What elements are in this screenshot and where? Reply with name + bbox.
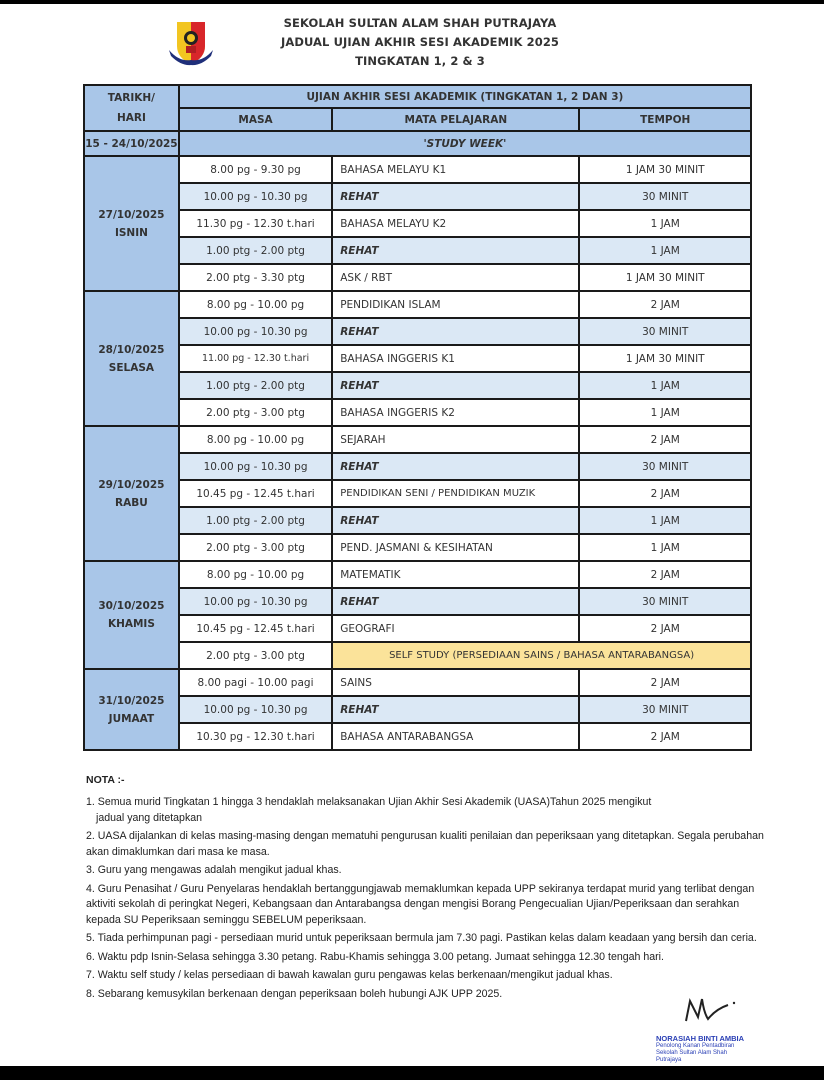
table-row [84, 426, 751, 453]
subject-cell: BAHASA MELAYU K1 [332, 156, 579, 183]
duration-cell: 2 JAM [579, 480, 751, 507]
subject-cell: GEOGRAFI [332, 615, 579, 642]
signatory-role: Putrajaya [656, 1057, 682, 1063]
note-item: 8. Sebarang kemusykilan berkenaan dengan peperiksaan boleh hubungi AJK UPP 2025. [86, 987, 503, 1000]
time-cell: 10.00 pg - 10.30 pg [179, 588, 332, 615]
subject-cell: SEJARAH [332, 426, 579, 453]
duration-cell: 1 JAM [579, 399, 751, 426]
duration-cell: 30 MINIT [579, 588, 751, 615]
subject-cell: PEND. JASMANI & KESIHATAN [332, 534, 579, 561]
note-item: 4. Guru Penasihat / Guru Penyelaras hendaklah bertanggungjawab memaklumkan kepada UPP sekiranya terdapat murid yang terlibat dengan aktiviti sekolah di peringkat Negeri, Kebangsaan dan Antarabangsa dengan mengisi Borang Pengecualian Ujian/Peperiksaan dan serahkan kepada SU Peperiksaan seminggu SEBELUM peperiksaan. [86, 882, 755, 926]
note-item [86, 811, 776, 827]
date-cell [84, 291, 179, 426]
notes-title: NOTA :- [86, 774, 125, 786]
subject-cell: BAHASA MELAYU K2 [332, 210, 579, 237]
duration-cell: 2 JAM [579, 291, 751, 318]
subject-cell: PENDIDIKAN ISLAM [332, 291, 579, 318]
subject-cell: BAHASA ANTARABANGSA [332, 723, 579, 750]
column-header-masa: MASA [179, 108, 332, 131]
document-title: JADUAL UJIAN AKHIR SESI AKADEMIK 2025 [280, 35, 560, 49]
table-row [84, 723, 751, 750]
table-row [84, 264, 751, 291]
duration-cell: 2 JAM [579, 561, 751, 588]
notes-section [86, 774, 776, 1005]
date-text: 27/10/2025 [98, 208, 165, 221]
time-cell: 10.30 pg - 12.30 t.hari [179, 723, 332, 750]
time-cell: 10.45 pg - 12.45 t.hari [179, 615, 332, 642]
duration-cell: 1 JAM 30 MINIT [579, 156, 751, 183]
date-text: 31/10/2025 [98, 694, 165, 707]
subject-cell: REHAT [332, 237, 579, 264]
column-header-tempoh: TEMPOH [579, 108, 751, 131]
time-cell: 10.00 pg - 10.30 pg [179, 696, 332, 723]
group-header: UJIAN AKHIR SESI AKADEMIK (TINGKATAN 1, 2 DAN 3) [179, 85, 751, 108]
table-row [84, 345, 751, 372]
time-cell: 8.00 pg - 10.00 pg [179, 426, 332, 453]
exam-schedule-table [83, 84, 752, 751]
table-row [84, 696, 751, 723]
note-item: 6. Waktu pdp Isnin-Selasa sehingga 3.30 petang. Rabu-Khamis sehingga 3.00 petang. Jumaat sehingga 12.30 tengah hari. [86, 950, 664, 963]
subject-cell: REHAT [332, 372, 579, 399]
bottom-black-bar [0, 1066, 824, 1080]
day-text: SELASA [108, 361, 155, 374]
subject-cell: REHAT [332, 588, 579, 615]
time-cell: 8.00 pg - 10.00 pg [179, 291, 332, 318]
table-row [84, 588, 751, 615]
time-cell: 2.00 ptg - 3.00 ptg [179, 534, 332, 561]
table-row [84, 156, 751, 183]
date-text: 30/10/2025 [98, 600, 165, 612]
time-cell: 2.00 ptg - 3.30 ptg [179, 264, 332, 291]
note-item: 7. Waktu self study / kelas persediaan di bawah kawalan guru pengawas kelas berkenaan/mengikut jadual khas. [86, 969, 613, 981]
note-item: 3. Guru yang mengawas adalah mengikut jadual khas. [86, 864, 342, 876]
signatory-block [656, 1034, 776, 1064]
time-cell: 1.00 ptg - 2.00 ptg [179, 237, 332, 264]
subject-cell: BAHASA INGGERIS K2 [332, 399, 579, 426]
duration-cell: 30 MINIT [579, 318, 751, 345]
table-row [84, 507, 751, 534]
subject-cell: REHAT [332, 453, 579, 480]
time-cell: 2.00 ptg - 3.00 ptg [179, 642, 332, 669]
note-item: 2. UASA dijalankan di kelas masing-masing dengan mematuhi pengurusan kualiti penilaian dan peperiksaan yang ditetapkan. Segala perubahan akan dimaklumkan dari masa ke masa. [86, 830, 764, 858]
duration-cell: 2 JAM [579, 669, 751, 696]
table-row [84, 318, 751, 345]
time-cell: 1.00 ptg - 2.00 ptg [179, 507, 332, 534]
table-row [84, 642, 751, 669]
document-subtitle: TINGKATAN 1, 2 & 3 [355, 54, 485, 68]
self-study-cell: SELF STUDY (PERSEDIAAN SAINS / BAHASA ANTARABANGSA) [332, 642, 751, 669]
date-cell [84, 669, 179, 750]
table-row [84, 183, 751, 210]
table-row [84, 669, 751, 696]
table-row [84, 372, 751, 399]
study-week-date: 15 - 24/10/2025 [84, 131, 179, 156]
time-cell: 10.00 pg - 10.30 pg [179, 318, 332, 345]
note-text: jadual yang ditetapkan [96, 811, 203, 824]
study-week-label: 'STUDY WEEK' [179, 131, 751, 156]
table-row [84, 237, 751, 264]
note-item: 5. Tiada perhimpunan pagi - persediaan murid untuk peperiksaan bermula jam 7.30 pagi. Pastikan kelas dalam keadaan yang bersih dan ceria. [86, 932, 757, 944]
duration-cell: 30 MINIT [579, 183, 751, 210]
date-cell [84, 156, 179, 291]
duration-cell: 1 JAM [579, 237, 751, 264]
duration-cell: 2 JAM [579, 615, 751, 642]
duration-cell: 2 JAM [579, 426, 751, 453]
time-cell: 10.00 pg - 10.30 pg [179, 453, 332, 480]
subject-cell: MATEMATIK [332, 561, 579, 588]
note-item [86, 795, 776, 811]
table-row [84, 453, 751, 480]
subject-cell: ASK / RBT [332, 264, 579, 291]
time-cell: 11.30 pg - 12.30 t.hari [179, 210, 332, 237]
day-text: ISNIN [114, 226, 148, 239]
signatory-name: NORASIAH BINTI AMBIA [656, 1034, 745, 1043]
duration-cell: 30 MINIT [579, 696, 751, 723]
duration-cell: 1 JAM 30 MINIT [579, 345, 751, 372]
time-cell: 1.00 ptg - 2.00 ptg [179, 372, 332, 399]
duration-cell: 1 JAM 30 MINIT [579, 264, 751, 291]
table-row [84, 210, 751, 237]
time-cell: 8.00 pg - 9.30 pg [179, 156, 332, 183]
day-text: JUMAAT [108, 712, 155, 725]
table-row [84, 561, 751, 588]
table-row [84, 399, 751, 426]
duration-cell: 1 JAM [579, 372, 751, 399]
signatory-role: Penolong Kanan Pentadbiran [656, 1043, 735, 1049]
time-cell: 10.00 pg - 10.30 pg [179, 183, 332, 210]
school-name: SEKOLAH SULTAN ALAM SHAH PUTRAJAYA [283, 16, 557, 30]
date-cell [84, 561, 179, 669]
column-header-subject: MATA PELAJARAN [332, 108, 579, 131]
time-cell: 11.00 pg - 12.30 t.hari [179, 345, 332, 372]
time-cell: 8.00 pg - 10.00 pg [179, 561, 332, 588]
subject-cell: REHAT [332, 507, 579, 534]
day-text: KHAMIS [107, 618, 155, 630]
table-row [84, 615, 751, 642]
subject-cell: SAINS [332, 669, 579, 696]
signatory-role: Sekolah Sultan Alam Shah [656, 1050, 728, 1056]
duration-cell: 1 JAM [579, 210, 751, 237]
time-cell: 2.00 ptg - 3.00 ptg [179, 399, 332, 426]
date-text: 29/10/2025 [98, 478, 165, 491]
signature-icon [680, 993, 740, 1025]
table-row [84, 534, 751, 561]
duration-cell: 30 MINIT [579, 453, 751, 480]
study-week-row [84, 131, 751, 156]
date-cell [84, 426, 179, 561]
duration-cell: 1 JAM [579, 507, 751, 534]
date-text: 28/10/2025 [98, 343, 165, 356]
duration-cell: 1 JAM [579, 534, 751, 561]
duration-cell: 2 JAM [579, 723, 751, 750]
subject-cell: BAHASA INGGERIS K1 [332, 345, 579, 372]
table-row [84, 291, 751, 318]
document-header [220, 14, 620, 71]
time-cell: 10.45 pg - 12.45 t.hari [179, 480, 332, 507]
subject-cell: REHAT [332, 696, 579, 723]
subject-cell: REHAT [332, 318, 579, 345]
top-black-bar [0, 0, 824, 4]
subject-cell: PENDIDIKAN SENI / PENDIDIKAN MUZIK [332, 480, 579, 507]
subject-cell: REHAT [332, 183, 579, 210]
table-row [84, 480, 751, 507]
time-cell: 8.00 pagi - 10.00 pagi [179, 669, 332, 696]
note-text: 1. Semua murid Tingkatan 1 hingga 3 hendaklah melaksanakan Ujian Akhir Sesi Akademik (UASA)Tahun 2025 mengikut [86, 796, 652, 808]
school-crest-icon [165, 18, 217, 68]
column-header-date: TARIKH/ HARI [84, 85, 179, 131]
day-text: RABU [115, 496, 148, 509]
